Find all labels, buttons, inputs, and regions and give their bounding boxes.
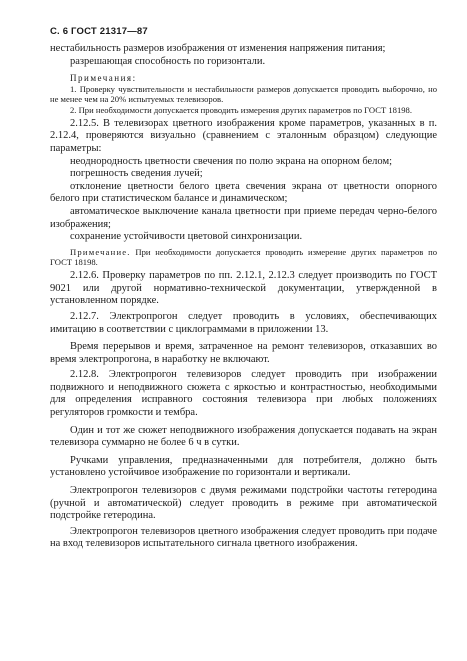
note-item: 1. Проверку чувствительности и нестабильности размеров допускается проводить выборочно, но не менее чем на 20% испытуемых телевизоров. bbox=[50, 84, 437, 105]
list-item: погрешность сведения лучей; bbox=[70, 168, 203, 180]
paragraph: Электропрогон телевизоров с двумя режимами подстройки частоты гетеродина (ручной и автоматической) следует проводить в режиме при автоматической подстройке гетеродина. bbox=[50, 485, 437, 522]
paragraph: нестабильность размеров изображения от изменения напряжения питания; bbox=[50, 43, 386, 54]
notes-title: Примечания: bbox=[70, 73, 137, 84]
page-header: С. 6 ГОСТ 21317—87 bbox=[50, 26, 148, 37]
paragraph: Время перерывов и время, затраченное на ремонт телевизоров, отказавших во время электропрогона, в наработку не включают. bbox=[50, 341, 437, 365]
note-text: При необходимости допускается проводить измерение других параметров по ГОСТ 18198. bbox=[50, 246, 437, 267]
note-item: 2. При необходимости допускается проводить измерения других параметров по ГОСТ 18198. bbox=[70, 104, 412, 115]
paragraph: Один и тот же сюжет неподвижного изображения допускается подавать на экран телевизора суммарно не более 6 ч в сутки. bbox=[50, 424, 437, 449]
section-2-12-5-intro: 2.12.5. В телевизорах цветного изображения кроме параметров, указанных в п. 2.12.4, проверяются визуально (сравнением с эталонным образцом) следующие параметры: bbox=[50, 117, 437, 154]
list-item: отклонение цветности белого цвета свечения экрана от цветности опорного белого при статистическом балансе и динамическом; bbox=[50, 180, 437, 205]
list-item: сохранение устойчивости цветовой синхронизации. bbox=[70, 231, 303, 243]
paragraph: Ручками управления, предназначенными для потребителя, должно быть установлено устойчивое изображение по горизонтали и вертикали. bbox=[50, 454, 437, 479]
section-2-12-8: 2.12.8. Электропрогон телевизоров следует проводить при изображении подвижного и неподвижного сюжета с яркостью и контрастностью, необходимыми для определения исправного состояния телевизора при любых положениях регуляторов громкости и тембра. bbox=[50, 369, 437, 419]
paragraph: разрешающая способность по горизонтали. bbox=[70, 55, 266, 67]
paragraph: Электропрогон телевизоров цветного изображения следует проводить при подаче на вход телевизоров испытательного сигнала цветного изображения. bbox=[50, 525, 437, 550]
section-2-12-6: 2.12.6. Проверку параметров по пп. 2.12.1, 2.12.3 следует производить по ГОСТ 9021 или другой нормативно-технической документации, утвержденной в установленном порядке. bbox=[50, 270, 437, 307]
section-2-12-7: 2.12.7. Электропрогон следует проводить в условиях, обеспечивающих имитацию в соответствии с циклограммами в приложении 13. bbox=[50, 310, 437, 335]
list-item: неоднородность цветности свечения по полю экрана на опорном белом; bbox=[70, 155, 393, 167]
note-title: Примечание. bbox=[70, 246, 131, 257]
note bbox=[50, 247, 437, 267]
list-item: автоматическое выключение канала цветности при приеме передач черно-белого изображения; bbox=[50, 205, 437, 230]
